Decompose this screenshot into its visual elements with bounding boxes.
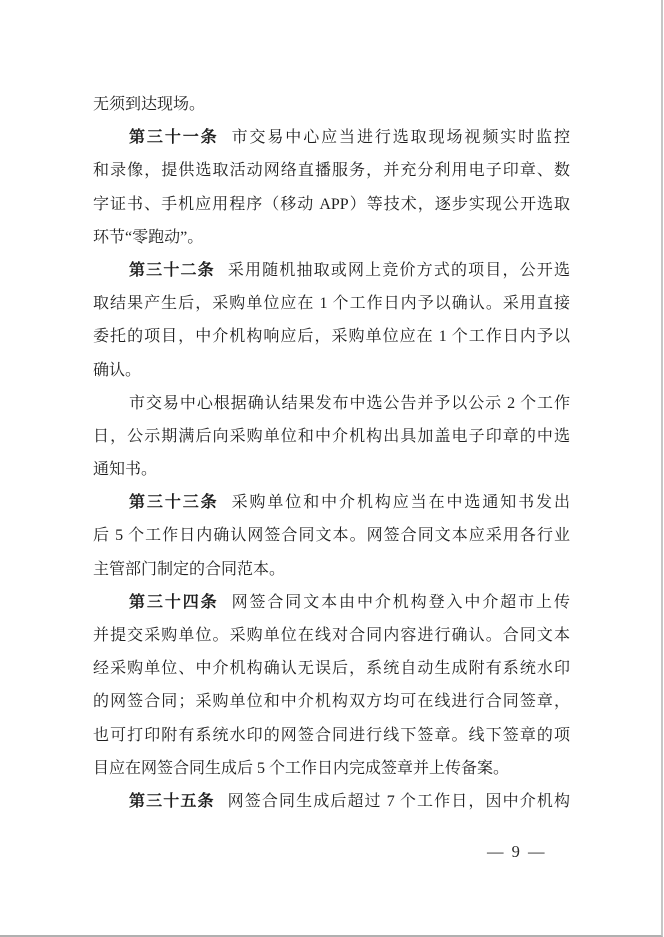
line-text: 采用随机抽取或网上竞价方式的项目，公开选 <box>227 261 570 279</box>
line-text: 也可打印附有系统水印的网签合同进行线下签章。线下签章的项 <box>93 726 570 744</box>
line-text: 无须到达现场。 <box>93 96 206 113</box>
text-line <box>93 320 570 353</box>
line-text: 委托的项目，中介机构响应后，采购单位应在 1 个工作日内予以 <box>93 328 570 346</box>
line-text: 通知书。 <box>93 461 158 479</box>
article-number: 第三十二条 <box>129 261 215 279</box>
text-line <box>93 121 570 154</box>
article-number: 第三十五条 <box>129 792 215 810</box>
line-text: 取结果产生后，采购单位应在 1 个工作日内予以确认。采用直接 <box>93 295 570 313</box>
line-text: 环节“零跑动”。 <box>93 228 204 246</box>
text-line <box>93 154 570 187</box>
text-line <box>93 254 570 287</box>
text-line <box>93 420 570 453</box>
text-line <box>93 685 570 718</box>
text-block <box>93 88 570 818</box>
line-text: 确认。 <box>93 361 142 379</box>
line-text: 网签合同生成后超过 7 个工作日，因中介机构 <box>227 792 570 810</box>
text-line <box>93 287 570 320</box>
text-line <box>93 486 570 519</box>
article-number: 第三十一条 <box>129 129 219 147</box>
text-line <box>93 752 570 785</box>
page-number: — 9 — <box>487 842 547 861</box>
line-text: 和录像，提供选取活动网络直播服务，并充分利用电子印章、数 <box>93 162 570 180</box>
text-line <box>93 619 570 652</box>
line-text: 日，公示期满后向采购单位和中介机构出具加盖电子印章的中选 <box>93 427 570 445</box>
text-line <box>93 553 570 586</box>
article-number: 第三十三条 <box>129 494 219 512</box>
text-line <box>93 88 570 121</box>
text-line <box>93 586 570 619</box>
text-line <box>93 453 570 486</box>
text-line <box>93 387 570 420</box>
line-text: 经采购单位、中介机构确认无误后，系统自动生成附有系统水印 <box>93 660 570 678</box>
text-line <box>93 354 570 387</box>
text-line <box>93 785 570 818</box>
text-line <box>93 719 570 752</box>
line-text: 网签合同文本由中介机构登入中介超市上传 <box>231 593 570 611</box>
line-text: 目应在网签合同生成后 5 个工作日内完成签章并上传备案。 <box>93 759 510 777</box>
text-line <box>93 221 570 254</box>
line-text: 市交易中心根据确认结果发布中选公告并予以公示 2 个工作 <box>129 394 570 412</box>
text-line <box>93 188 570 221</box>
text-line <box>93 652 570 685</box>
line-text: 采购单位和中介机构应当在中选通知书发出 <box>231 494 570 512</box>
line-text: 字证书、手机应用程序（移动 APP）等技术，逐步实现公开选取 <box>93 195 570 213</box>
line-text: 后 5 个工作日内确认网签合同文本。网签合同文本应采用各行业 <box>93 527 570 545</box>
text-line <box>93 519 570 552</box>
line-text: 主管部门制定的合同范本。 <box>93 560 286 578</box>
line-text: 并提交采购单位。采购单位在线对合同内容进行确认。合同文本 <box>93 627 570 644</box>
line-text: 的网签合同；采购单位和中介机构双方均可在线进行合同签章， <box>93 693 570 711</box>
article-number: 第三十四条 <box>129 593 219 611</box>
line-text: 市交易中心应当进行选取现场视频实时监控 <box>231 129 570 147</box>
